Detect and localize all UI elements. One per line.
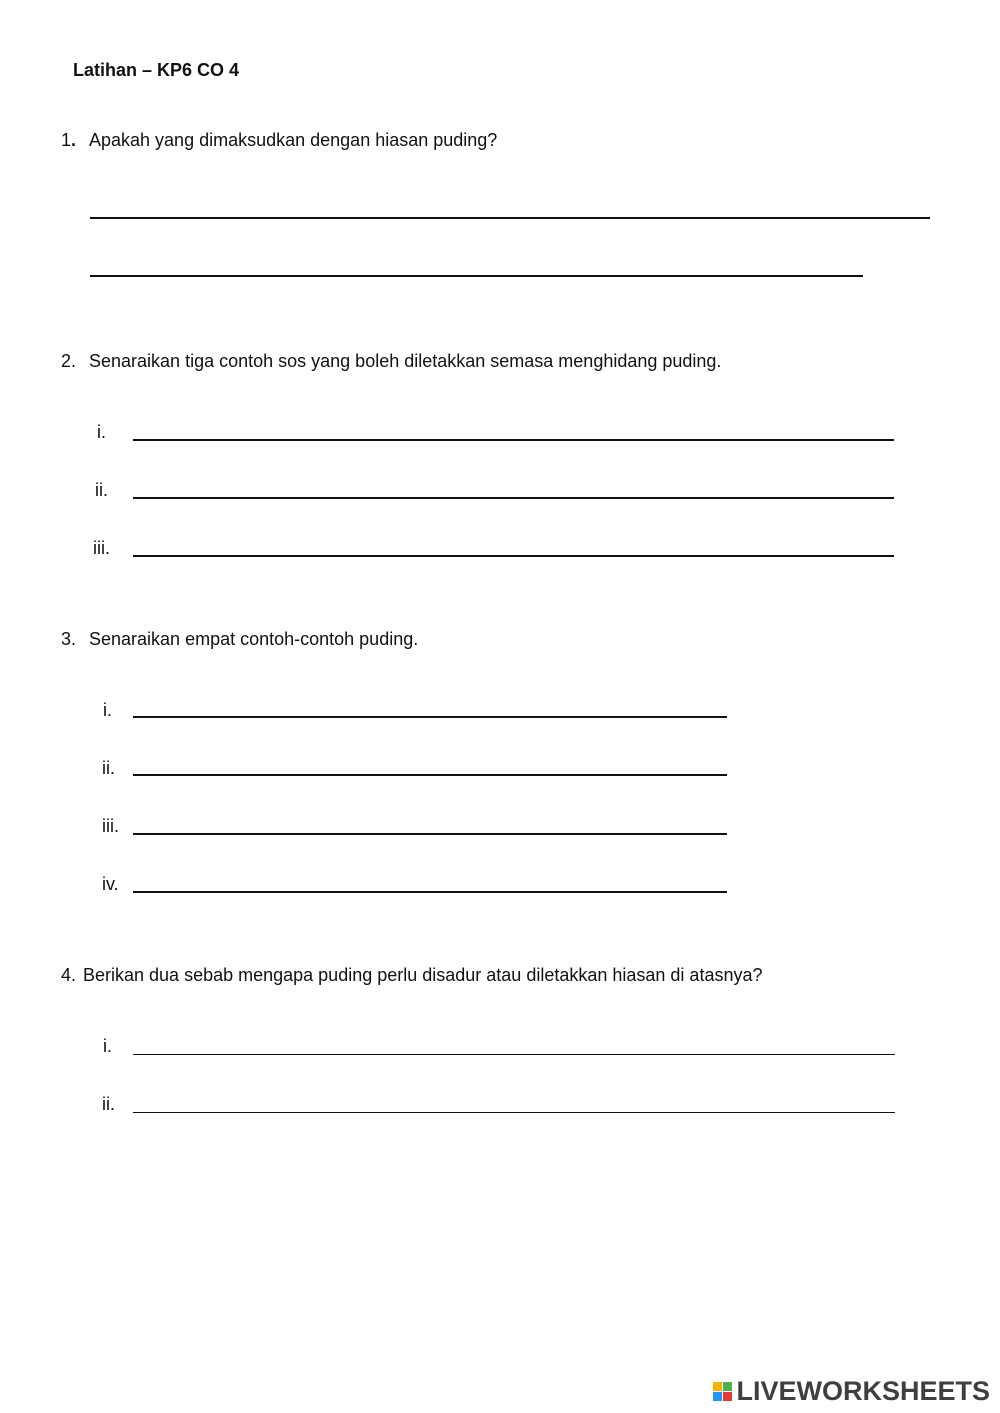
logo-cell <box>713 1392 722 1401</box>
logo-cell <box>713 1382 722 1391</box>
question-4-text: Berikan dua sebab mengapa puding perlu disadur atau diletakkan hiasan di atasnya? <box>83 965 763 985</box>
answer-line-q3-iv[interactable] <box>133 891 727 893</box>
question-3 <box>61 629 418 650</box>
answer-line-q2-ii[interactable] <box>133 497 894 499</box>
q4-item-label: i. <box>103 1036 112 1056</box>
logo-cell <box>723 1392 732 1401</box>
question-4 <box>61 965 762 986</box>
q3-item-label: ii. <box>102 758 115 778</box>
question-3-number: 3. <box>61 629 77 649</box>
question-4-number: 4. <box>61 965 77 985</box>
answer-line-q3-iii[interactable] <box>133 833 727 835</box>
question-2-text: Senaraikan tiga contoh sos yang boleh diletakkan semasa menghidang puding. <box>89 351 722 371</box>
q2-item-label: ii. <box>95 480 108 500</box>
answer-line-q2-i[interactable] <box>133 439 894 441</box>
answer-line-q1-2[interactable] <box>90 275 863 277</box>
q3-item-label: iv. <box>102 874 119 894</box>
question-1-number: 1 <box>61 130 72 150</box>
q2-item-label: iii. <box>93 538 110 558</box>
q3-item-label: i. <box>103 700 112 720</box>
liveworksheets-logo-icon <box>713 1382 732 1401</box>
question-1-text: Apakah yang dimaksudkan dengan hiasan puding? <box>89 130 498 150</box>
answer-line-q2-iii[interactable] <box>133 555 894 557</box>
worksheet-title: Latihan – KP6 CO 4 <box>73 60 240 80</box>
q2-item-label: i. <box>97 422 106 442</box>
answer-line-q1-1[interactable] <box>90 217 930 219</box>
liveworksheets-watermark <box>713 1378 990 1405</box>
q4-item-label: ii. <box>102 1094 115 1114</box>
answer-line-q4-i[interactable] <box>133 1054 895 1055</box>
q3-item-label: iii. <box>102 816 119 836</box>
question-2 <box>61 351 721 372</box>
answer-line-q3-ii[interactable] <box>133 774 727 776</box>
question-3-text: Senaraikan empat contoh-contoh puding. <box>89 629 419 649</box>
question-1-dot: . <box>71 130 77 150</box>
watermark-text: LIVEWORKSHEETS <box>736 1376 990 1406</box>
answer-line-q4-ii[interactable] <box>133 1112 895 1113</box>
logo-cell <box>723 1382 732 1391</box>
question-2-number: 2. <box>61 351 77 371</box>
answer-line-q3-i[interactable] <box>133 716 727 718</box>
question-1 <box>61 130 497 151</box>
